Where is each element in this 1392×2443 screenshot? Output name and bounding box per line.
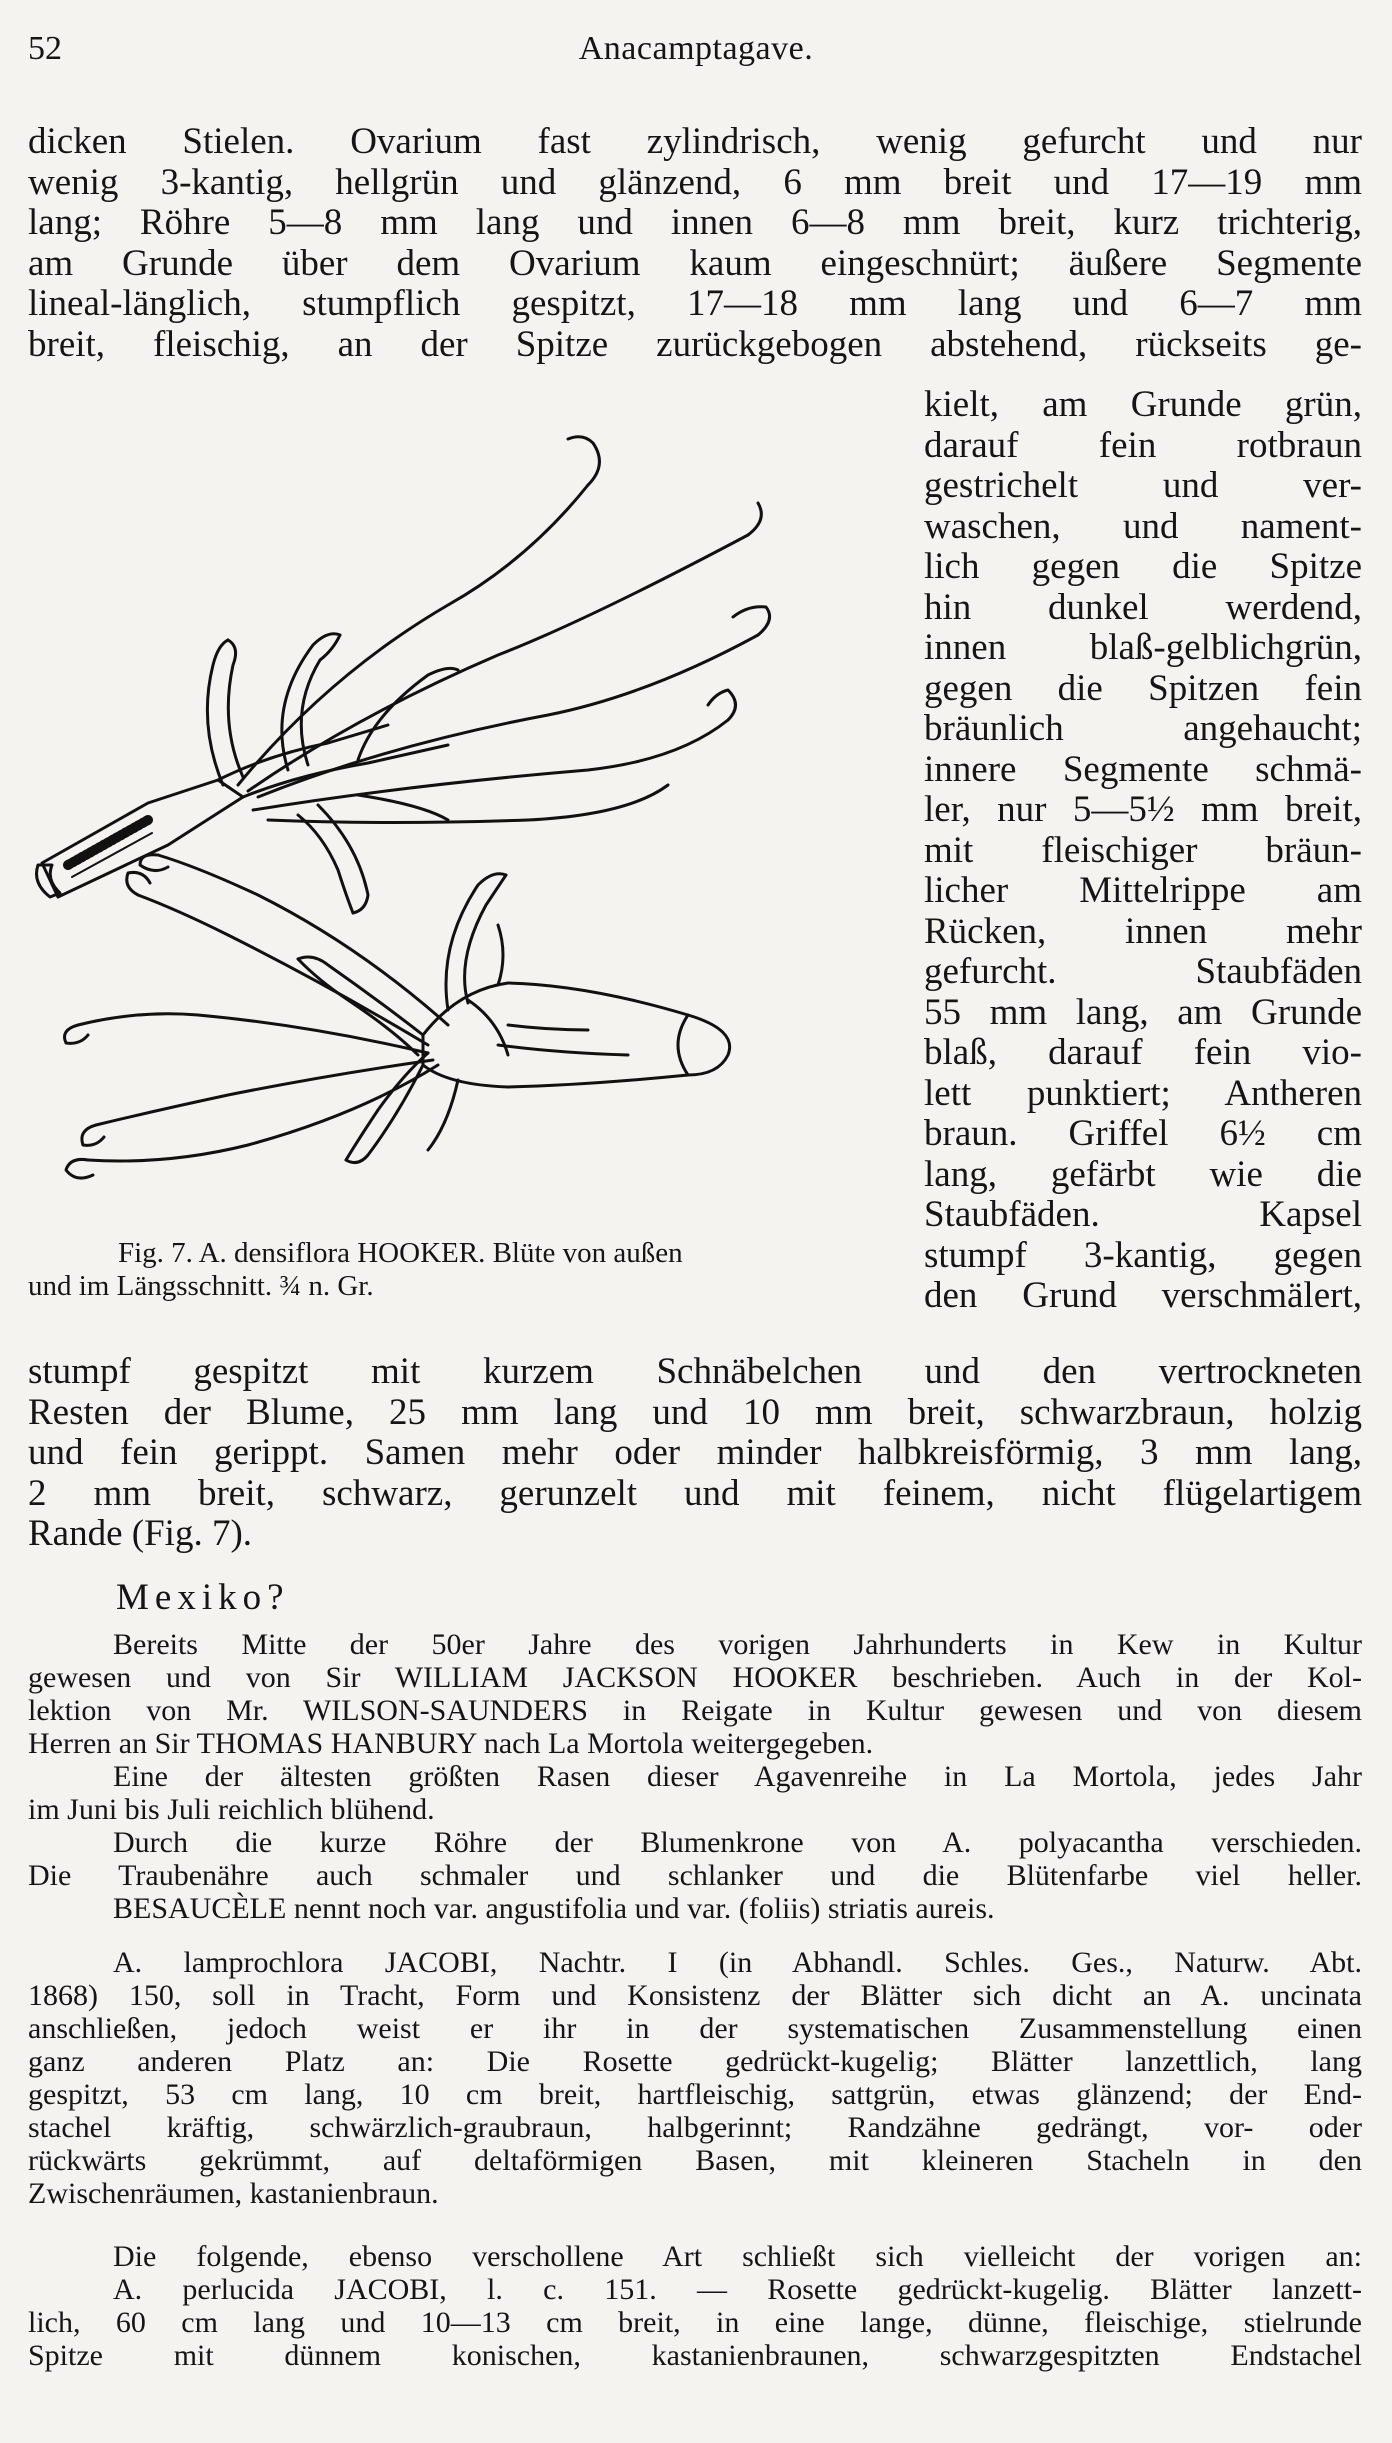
text-line: den Grund verschmälert, [924,1275,1362,1316]
text-line: innere Segmente schmä- [924,748,1362,790]
text-line: Resten der Blume, 25 mm lang und 10 mm breit, schwarzbraun, holzig [28,1391,1362,1433]
text-line: 55 mm lang, am Grunde [924,991,1362,1033]
text-line: lich, 60 cm lang und 10—13 cm breit, in eine lange, dünne, fleischige, stielrunde [28,2306,1362,2339]
text-line: lektion von Mr. WILSON-SAUNDERS in Reigate in Kultur gewesen und von diesem [28,1694,1362,1727]
running-title: Anacamptagave. [578,30,814,67]
page-number: 52 [28,30,62,67]
text-line: A. lamprochlora JACOBI, Nachtr. I (in Abhandl. Schles. Ges., Naturw. Abt. [113,1946,1362,1979]
text-line: im Juni bis Juli reichlich blühend. [28,1793,435,1826]
text-line: breit, fleischig, an der Spitze zurückgebogen abstehend, rückseits ge- [28,323,1362,365]
text-line: Spitze mit dünnem konischen, kastanienbraunen, schwarzgespitzten Endstachel [28,2339,1362,2372]
description-paragraph-continued [28,1352,1362,1555]
lamprochlora-paragraph [28,1946,1362,2210]
text-line: blaß, darauf fein vio- [924,1032,1362,1073]
text-line: ler, nur 5—5½ mm breit, [924,789,1362,830]
page-header [28,30,1364,78]
text-line: Staubfäden. Kapsel [924,1194,1362,1235]
text-line: lett punktiert; Antheren [924,1072,1362,1114]
text-line: kielt, am Grunde grün, [924,384,1362,425]
text-line: rückwärts gekrümmt, auf deltaförmigen Basen, mit kleineren Stacheln in den [28,2144,1362,2177]
text-line: mit fleischiger bräun- [924,829,1362,871]
description-paragraph-top [28,122,1362,365]
text-line: Herren an Sir THOMAS HANBURY nach La Mortola weitergegeben. [28,1727,874,1760]
text-line: stumpf gespitzt mit kurzem Schnäbelchen und den vertrockneten [28,1351,1362,1392]
text-line: Bereits Mitte der 50er Jahre des vorigen Jahrhunderts in Kew in Kultur [113,1628,1362,1661]
text-line: 2 mm breit, schwarz, gerunzelt und mit feinem, nicht flügelartigem [28,1472,1362,1514]
text-line: lich gegen die Spitze [924,546,1362,587]
text-line: Rande (Fig. 7). [28,1513,253,1554]
flower-exterior-view [65,855,730,1178]
text-line: gefurcht. Staubfäden [924,951,1362,992]
text-line: 1868) 150, soll in Tracht, Form und Konsistenz der Blätter sich dicht an A. uncinata [28,1979,1362,2012]
text-line: gegen die Spitzen fein [924,667,1362,709]
flower-illustration [28,425,908,1215]
text-line: wenig 3-kantig, hellgrün und glänzend, 6 mm breit und 17—19 mm [28,161,1362,203]
text-line: Die folgende, ebenso verschollene Art schließt sich vielleicht der vorigen an: [113,2240,1362,2273]
text-line: und fein gerippt. Samen mehr oder minder halbkreisförmig, 3 mm lang, [28,1432,1362,1473]
text-line: gespitzt, 53 cm lang, 10 cm breit, hartfleischig, sattgrün, etwas glänzend; der End- [28,2078,1362,2111]
figure-caption [28,1237,908,1303]
text-line: Rücken, innen mehr [924,910,1362,952]
text-line: Eine der ältesten größten Rasen dieser Agavenreihe in La Mortola, jedes Jahr [113,1760,1362,1793]
perlucida-paragraph [28,2240,1362,2372]
flower-longitudinal-section [37,437,770,913]
text-line: ganz anderen Platz an: Die Rosette gedrückt-kugelig; Blätter lanzettlich, lang [28,2045,1362,2078]
text-line: lang; Röhre 5—8 mm lang und innen 6—8 mm breit, kurz trichterig, [28,202,1362,243]
text-line: Durch die kurze Röhre der Blumenkrone von A. polyacantha verschieden. [113,1826,1362,1859]
text-line: lineal-länglich, stumpflich gespitzt, 17—18 mm lang und 6—7 mm [28,283,1362,324]
text-line: licher Mittelrippe am [924,870,1362,911]
cultivation-notes [28,1628,1362,1925]
locality-heading: Mexiko? [116,1577,290,1618]
caption-line: und im Längsschnitt. ¾ n. Gr. [28,1270,374,1302]
text-line: Die Traubenähre auch schmaler und schlanker und die Blütenfarbe viel heller. [28,1859,1362,1892]
text-line: gewesen und von Sir WILLIAM JACKSON HOOKER beschrieben. Auch in der Kol- [28,1661,1362,1694]
text-line: gestrichelt und ver- [924,465,1362,506]
text-line: hin dunkel werdend, [924,586,1362,628]
text-line: dicken Stielen. Ovarium fast zylindrisch, wenig gefurcht und nur [28,121,1362,162]
text-line: innen blaß-gelblichgrün, [924,627,1362,668]
text-line: braun. Griffel 6½ cm [924,1113,1362,1154]
text-line: BESAUCÈLE nennt noch var. angustifolia und var. (foliis) striatis aureis. [113,1892,995,1925]
caption-line: Fig. 7. A. densiflora HOOKER. Blüte von außen [118,1237,683,1269]
text-line: waschen, und nament- [924,505,1362,547]
text-line: anschließen, jedoch weist er ihr in der systematischen Zusammenstellung einen [28,2012,1362,2045]
text-line: stumpf 3-kantig, gegen [924,1234,1362,1276]
text-line: lang, gefärbt wie die [924,1153,1362,1195]
text-line: am Grunde über dem Ovarium kaum eingeschnürt; äußere Segmente [28,242,1362,284]
text-line: A. perlucida JACOBI, l. c. 151. — Rosette gedrückt-kugelig. Blätter lanzett- [113,2273,1362,2306]
text-line: darauf fein rotbraun [924,424,1362,466]
right-column-text [924,385,1362,1317]
text-line: stachel kräftig, schwärzlich-graubraun, halbgerinnt; Randzähne gedrängt, vor- oder [28,2111,1362,2144]
text-line: Zwischenräumen, kastanienbraun. [28,2177,439,2210]
text-line: bräunlich angehaucht; [924,708,1362,749]
